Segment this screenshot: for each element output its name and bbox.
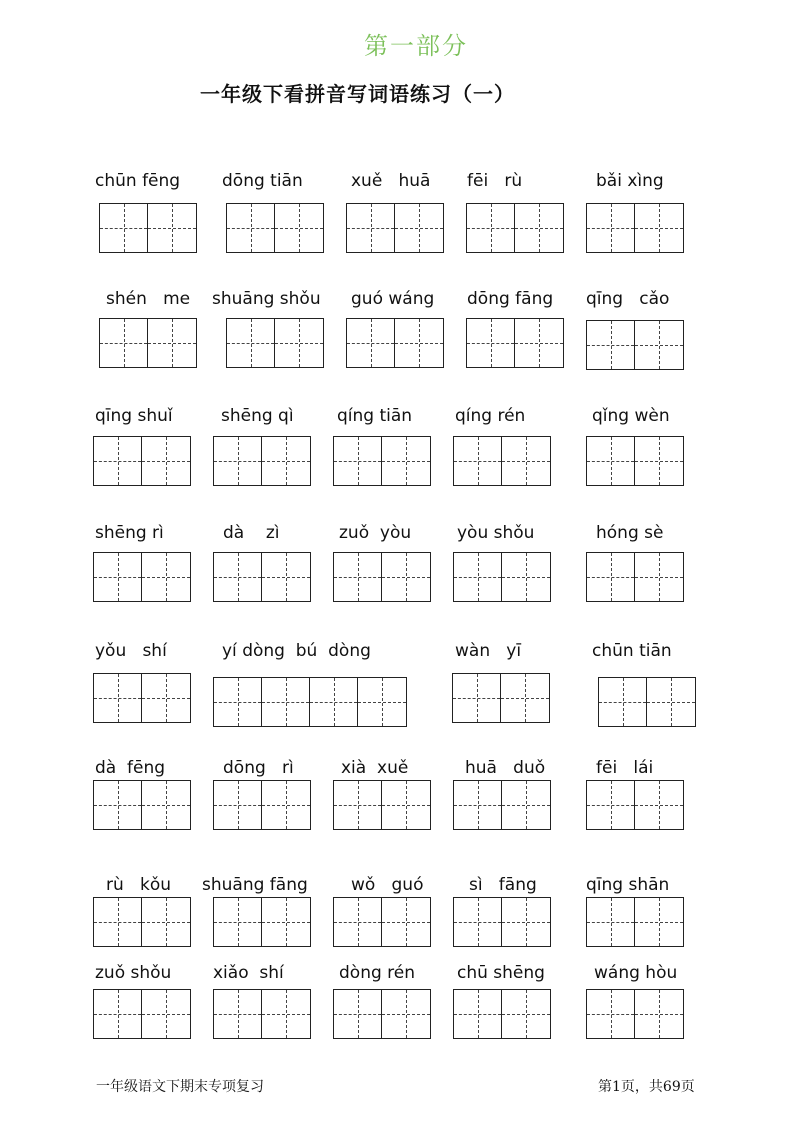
grid-cell[interactable] <box>347 319 395 367</box>
pinyin-label: bǎi xìng <box>596 171 664 191</box>
grid-cell[interactable] <box>587 321 635 369</box>
pinyin-label: wáng hòu <box>594 963 678 983</box>
pinyin-label: guó wáng <box>351 289 435 309</box>
writing-grid[interactable] <box>226 203 324 253</box>
grid-cell[interactable] <box>334 553 382 601</box>
writing-grid[interactable] <box>466 318 564 368</box>
pinyin-label: huā duǒ <box>465 758 546 778</box>
pinyin-label: zuǒ yòu <box>339 523 412 543</box>
writing-grid[interactable] <box>586 780 684 830</box>
grid-cell[interactable] <box>100 319 148 367</box>
grid-cell[interactable] <box>454 898 502 946</box>
grid-cell[interactable] <box>334 990 382 1038</box>
grid-cell[interactable] <box>587 990 635 1038</box>
grid-cell[interactable] <box>334 781 382 829</box>
writing-grid[interactable] <box>453 552 551 602</box>
grid-cell[interactable] <box>395 319 443 367</box>
grid-cell[interactable] <box>647 678 695 726</box>
pinyin-label: shuāng shǒu <box>212 289 321 309</box>
writing-grid[interactable] <box>93 897 191 947</box>
pinyin-label: dōng rì <box>223 758 294 778</box>
writing-grid[interactable] <box>333 989 431 1039</box>
pinyin-label: yí dòng bú dòng <box>222 641 371 661</box>
pinyin-label: rù kǒu <box>106 875 171 895</box>
grid-cell[interactable] <box>502 781 550 829</box>
grid-cell[interactable] <box>467 319 515 367</box>
grid-cell[interactable] <box>635 781 683 829</box>
pinyin-label: yòu shǒu <box>457 523 535 543</box>
grid-cell[interactable] <box>142 898 190 946</box>
grid-cell[interactable] <box>395 204 443 252</box>
writing-grid[interactable] <box>93 780 191 830</box>
writing-grid[interactable] <box>333 436 431 486</box>
grid-cell[interactable] <box>454 990 502 1038</box>
pinyin-label: qíng rén <box>455 406 526 426</box>
grid-cell[interactable] <box>635 553 683 601</box>
grid-cell[interactable] <box>262 553 310 601</box>
writing-grid[interactable] <box>586 989 684 1039</box>
pinyin-label: fēi lái <box>596 758 654 778</box>
grid-cell[interactable] <box>334 898 382 946</box>
pinyin-label: chūn tiān <box>592 641 672 661</box>
grid-cell[interactable] <box>587 204 635 252</box>
pinyin-label: yǒu shí <box>95 641 167 661</box>
pinyin-label: xiǎo shí <box>213 963 284 983</box>
pinyin-label: qīng shān <box>586 875 670 895</box>
grid-cell[interactable] <box>635 898 683 946</box>
grid-cell[interactable] <box>142 990 190 1038</box>
grid-cell[interactable] <box>635 437 683 485</box>
grid-cell[interactable] <box>587 781 635 829</box>
grid-cell[interactable] <box>454 437 502 485</box>
pinyin-label: chūn fēng <box>95 171 181 191</box>
pinyin-label: zuǒ shǒu <box>95 963 172 983</box>
grid-cell[interactable] <box>142 674 190 722</box>
grid-cell[interactable] <box>142 781 190 829</box>
writing-grid[interactable] <box>598 677 696 727</box>
grid-cell[interactable] <box>275 204 323 252</box>
grid-cell[interactable] <box>94 781 142 829</box>
grid-cell[interactable] <box>635 990 683 1038</box>
grid-cell[interactable] <box>148 204 196 252</box>
writing-grid[interactable] <box>586 320 684 370</box>
writing-grid[interactable] <box>93 989 191 1039</box>
grid-cell[interactable] <box>334 437 382 485</box>
pinyin-label: dōng tiān <box>222 171 303 191</box>
writing-grid[interactable] <box>213 780 311 830</box>
pinyin-label: qīng shuǐ <box>95 406 173 426</box>
grid-cell[interactable] <box>100 204 148 252</box>
grid-cell[interactable] <box>262 990 310 1038</box>
grid-cell[interactable] <box>214 678 262 726</box>
writing-grid[interactable] <box>466 203 564 253</box>
writing-grid[interactable] <box>333 780 431 830</box>
grid-cell[interactable] <box>262 898 310 946</box>
grid-cell[interactable] <box>148 319 196 367</box>
writing-grid[interactable] <box>333 897 431 947</box>
writing-grid[interactable] <box>453 780 551 830</box>
grid-cell[interactable] <box>515 319 563 367</box>
writing-grid[interactable] <box>586 552 684 602</box>
writing-grid[interactable] <box>213 989 311 1039</box>
grid-cell[interactable] <box>382 990 430 1038</box>
grid-cell[interactable] <box>502 990 550 1038</box>
pinyin-label: wàn yī <box>455 641 522 661</box>
writing-grid[interactable] <box>99 318 197 368</box>
writing-grid[interactable] <box>453 989 551 1039</box>
grid-cell[interactable] <box>502 437 550 485</box>
grid-cell[interactable] <box>454 781 502 829</box>
writing-grid[interactable] <box>213 897 311 947</box>
grid-cell[interactable] <box>635 204 683 252</box>
grid-cell[interactable] <box>347 204 395 252</box>
grid-cell[interactable] <box>94 898 142 946</box>
writing-grid[interactable] <box>586 436 684 486</box>
writing-grid[interactable] <box>453 897 551 947</box>
grid-cell[interactable] <box>214 437 262 485</box>
pinyin-label: shēng rì <box>95 523 164 543</box>
grid-cell[interactable] <box>262 437 310 485</box>
grid-cell[interactable] <box>262 781 310 829</box>
grid-cell[interactable] <box>275 319 323 367</box>
pinyin-label: hóng sè <box>596 523 664 543</box>
pinyin-label: xià xuě <box>341 758 409 778</box>
grid-cell[interactable] <box>382 437 430 485</box>
writing-grid[interactable] <box>586 897 684 947</box>
writing-grid[interactable] <box>586 203 684 253</box>
grid-cell[interactable] <box>94 990 142 1038</box>
grid-cell[interactable] <box>214 781 262 829</box>
pinyin-label: shén me <box>106 289 191 309</box>
writing-grid[interactable] <box>333 552 431 602</box>
grid-cell[interactable] <box>94 553 142 601</box>
footer-page-number: 第1页，共69页 <box>598 1079 695 1095</box>
grid-cell[interactable] <box>310 678 358 726</box>
part-title: 第一部分 <box>364 32 468 60</box>
writing-grid[interactable] <box>453 436 551 486</box>
writing-grid[interactable] <box>226 318 324 368</box>
pinyin-label: fēi rù <box>467 171 523 191</box>
grid-cell[interactable] <box>453 674 501 722</box>
grid-cell[interactable] <box>262 678 310 726</box>
pinyin-label: sì fāng <box>469 875 537 895</box>
pinyin-label: dà fēng <box>95 758 166 778</box>
writing-grid[interactable] <box>93 436 191 486</box>
writing-grid[interactable] <box>93 673 191 723</box>
sheet-title: 一年级下看拼音写词语练习（一） <box>200 82 515 106</box>
grid-cell[interactable] <box>227 204 275 252</box>
pinyin-label: shēng qì <box>221 406 294 426</box>
footer-course-title: 一年级语文下期末专项复习 <box>96 1079 264 1095</box>
grid-cell[interactable] <box>358 678 406 726</box>
grid-cell[interactable] <box>227 319 275 367</box>
grid-cell[interactable] <box>515 204 563 252</box>
writing-grid[interactable] <box>452 673 550 723</box>
grid-cell[interactable] <box>599 678 647 726</box>
writing-grid[interactable] <box>99 203 197 253</box>
pinyin-label: qīng cǎo <box>586 289 670 309</box>
pinyin-label: qíng tiān <box>337 406 413 426</box>
grid-cell[interactable] <box>94 437 142 485</box>
grid-cell[interactable] <box>382 898 430 946</box>
grid-cell[interactable] <box>454 553 502 601</box>
grid-cell[interactable] <box>142 437 190 485</box>
pinyin-label: chū shēng <box>457 963 545 983</box>
writing-grid[interactable] <box>93 552 191 602</box>
pinyin-label: dòng rén <box>339 963 416 983</box>
grid-cell[interactable] <box>587 553 635 601</box>
pinyin-label: qǐng wèn <box>592 406 670 426</box>
grid-cell[interactable] <box>587 898 635 946</box>
grid-cell[interactable] <box>501 674 549 722</box>
grid-cell[interactable] <box>94 674 142 722</box>
grid-cell[interactable] <box>502 898 550 946</box>
writing-grid[interactable] <box>213 677 407 727</box>
writing-grid[interactable] <box>213 552 311 602</box>
pinyin-label: xuě huā <box>351 171 431 191</box>
grid-cell[interactable] <box>214 553 262 601</box>
grid-cell[interactable] <box>382 781 430 829</box>
pinyin-label: dà zì <box>223 523 280 543</box>
grid-cell[interactable] <box>382 553 430 601</box>
grid-cell[interactable] <box>214 990 262 1038</box>
pinyin-label: wǒ guó <box>351 875 424 895</box>
writing-grid[interactable] <box>346 203 444 253</box>
writing-grid[interactable] <box>346 318 444 368</box>
grid-cell[interactable] <box>214 898 262 946</box>
grid-cell[interactable] <box>635 321 683 369</box>
grid-cell[interactable] <box>142 553 190 601</box>
writing-grid[interactable] <box>213 436 311 486</box>
pinyin-label: dōng fāng <box>467 289 554 309</box>
pinyin-label: shuāng fāng <box>202 875 308 895</box>
grid-cell[interactable] <box>467 204 515 252</box>
grid-cell[interactable] <box>587 437 635 485</box>
grid-cell[interactable] <box>502 553 550 601</box>
